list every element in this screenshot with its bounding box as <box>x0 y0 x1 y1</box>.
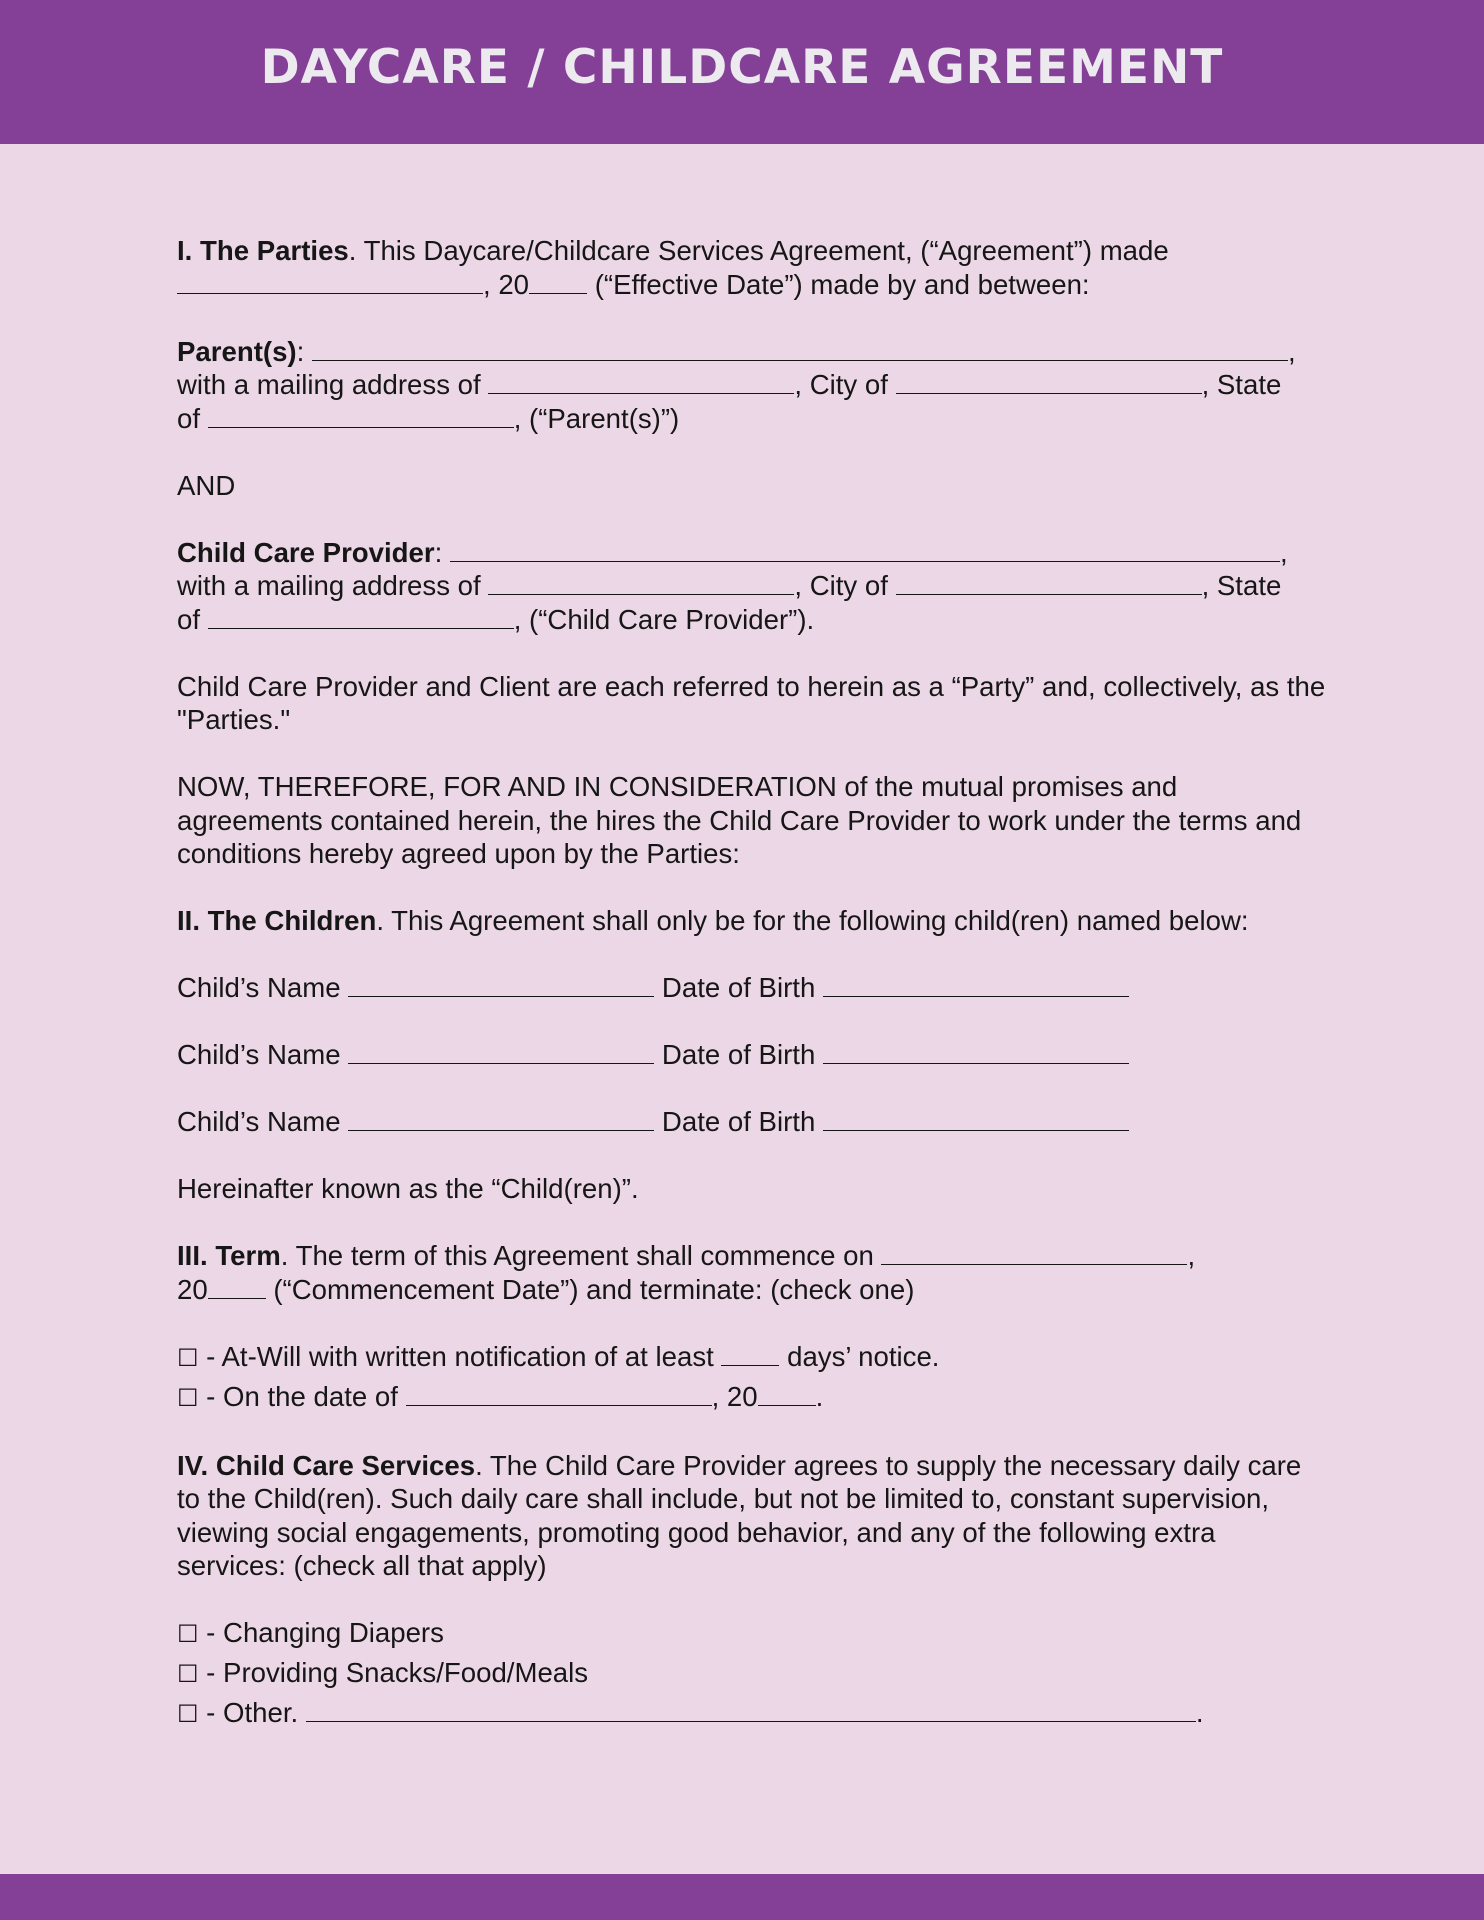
section-heading-services: IV. Child Care Services <box>177 1449 476 1481</box>
effective-date-blank[interactable] <box>177 275 483 294</box>
term-option-at-will: ☐ - At-Will with written notification of at least days’ notice. <box>177 1340 940 1372</box>
footer-banner <box>0 1874 1484 1920</box>
parties-definition: Child Care Provider and Client are each referred to herein as a “Party” and, collectively, as the "Parties." <box>177 670 1326 735</box>
term-option-on-date: ☐ - On the date of , 20 . <box>177 1380 824 1412</box>
service-option-diapers: ☐ - Changing Diapers <box>177 1617 444 1648</box>
termination-date-blank[interactable] <box>406 1387 712 1406</box>
service-option-other: ☐ - Other. . <box>177 1697 1204 1728</box>
checkbox-icon[interactable]: ☐ <box>177 1700 199 1728</box>
termination-year-blank[interactable] <box>758 1387 816 1406</box>
term-options <box>177 1340 1327 1416</box>
provider-block: Child Care Provider: , with a mailing address of , City of , State of , (“Child Care Provider”). <box>177 536 1288 635</box>
child-dob-blank[interactable] <box>823 1045 1129 1064</box>
child-row: Child’s Name Date of Birth <box>177 1038 1327 1072</box>
provider-address-blank[interactable] <box>488 576 794 595</box>
section-services: IV. Child Care Services. The Child Care Provider agrees to supply the necessary daily care to the Child(ren). Such daily care shall include, but not be limited to, constant supervision, viewing social engagements, promoting good behavior, and any of the following extra services: (check all that apply) <box>177 1449 1302 1581</box>
child-dob-blank[interactable] <box>823 1112 1129 1131</box>
checkbox-icon[interactable]: ☐ <box>177 1620 199 1648</box>
child-name-blank[interactable] <box>348 1112 654 1131</box>
provider-city-blank[interactable] <box>896 576 1202 595</box>
children-hereinafter: Hereinafter known as the “Child(ren)”. <box>177 1173 639 1204</box>
now-therefore-clause: NOW, THEREFORE, FOR AND IN CONSIDERATION of the mutual promises and agreements contained herein, the hires the Child Care Provider to work under the terms and conditions hereby agreed upon by the Parties: <box>177 771 1302 869</box>
child-name-blank[interactable] <box>348 978 654 997</box>
child-row: Child’s Name Date of Birth <box>177 1105 1327 1139</box>
services-options <box>177 1616 1327 1732</box>
section-children: II. The Children. This Agreement shall only be for the following child(ren) named below: <box>177 905 1249 936</box>
notice-days-blank[interactable] <box>721 1347 779 1366</box>
section-parties: I. The Parties. This Daycare/Childcare Services Agreement, (“Agreement”) made , 20 (“Effective Date”) made by and between: <box>177 235 1169 300</box>
title-banner <box>0 0 1484 144</box>
agreement-body <box>177 234 1327 1765</box>
provider-label: Child Care Provider <box>177 536 435 568</box>
parent-name-blank[interactable] <box>312 342 1288 361</box>
and-text: AND <box>177 469 236 501</box>
parent-city-blank[interactable] <box>896 375 1202 394</box>
parent-address-blank[interactable] <box>488 375 794 394</box>
checkbox-icon[interactable]: ☐ <box>177 1383 199 1412</box>
child-dob-blank[interactable] <box>823 978 1129 997</box>
checkbox-icon[interactable]: ☐ <box>177 1343 199 1372</box>
document-title: DAYCARE / CHILDCARE AGREEMENT <box>260 39 1224 95</box>
checkbox-icon[interactable]: ☐ <box>177 1660 199 1688</box>
child-name-blank[interactable] <box>348 1045 654 1064</box>
child-row: Child’s Name Date of Birth <box>177 971 1327 1005</box>
provider-name-blank[interactable] <box>450 543 1280 562</box>
parent-label: Parent(s) <box>177 335 297 367</box>
other-service-blank[interactable] <box>306 1703 1196 1722</box>
section-heading-parties: I. The Parties <box>177 235 349 266</box>
effective-year-blank[interactable] <box>529 275 587 294</box>
section-heading-children: II. The Children <box>177 905 377 936</box>
section-heading-term: III. Term <box>177 1240 281 1271</box>
parent-state-blank[interactable] <box>208 409 514 428</box>
parent-block: Parent(s): , with a mailing address of , City of , State of , (“Parent(s)”) <box>177 335 1296 434</box>
commencement-year-blank[interactable] <box>208 1280 266 1299</box>
section-term: III. Term. The term of this Agreement shall commence on , 20 (“Commencement Date”) and terminate: (check one) <box>177 1240 1196 1305</box>
service-option-meals: ☐ - Providing Snacks/Food/Meals <box>177 1657 589 1688</box>
provider-state-blank[interactable] <box>208 610 514 629</box>
commencement-date-blank[interactable] <box>881 1246 1187 1265</box>
